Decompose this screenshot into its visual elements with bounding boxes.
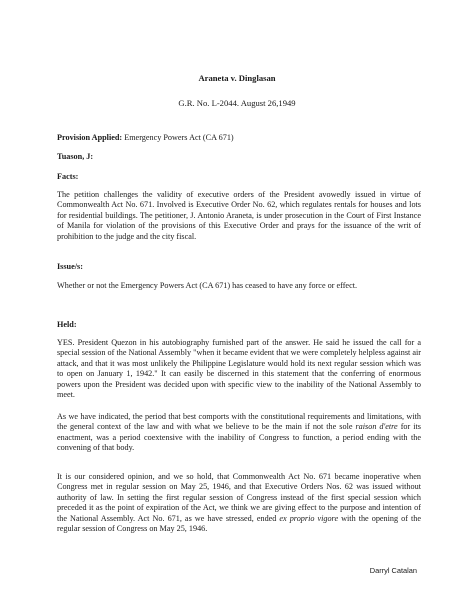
held-p3-italic: ex proprio vigore xyxy=(279,513,339,523)
provision-value: Emergency Powers Act (CA 671) xyxy=(124,133,234,142)
held-paragraph-2 xyxy=(57,412,421,454)
case-title: Araneta v. Dinglasan xyxy=(198,73,276,83)
case-number: G.R. No. L-2044. August 26,1949 xyxy=(178,98,296,108)
author-footer: Darryl Catalan xyxy=(369,566,417,575)
provision-line xyxy=(57,133,421,143)
facts-heading: Facts: xyxy=(57,172,79,181)
held-p3-text-a: It is our considered opinion, and we so hold, that Commonwealth Act No. 671 became inoperative when Congress met in regular session on May 25, 1946, and that Executive Orders Nos. 62 was issued without authority of law. In setting the first regular session of Congress instead of the first special session which preceded it as the point of expiration of the Act, we think we are giving effect to the purpose and intention of the National Assembly. Act No. 671, as we have stressed, ended xyxy=(57,472,421,523)
held-p2-text-b: for its enactment, was a period coextensive with the inability of Congress to function, a period ending with the convening of that body. xyxy=(57,422,421,453)
held-paragraph-3 xyxy=(57,472,421,534)
held-p2-italic: raison d'etre xyxy=(355,422,398,432)
held-heading: Held: xyxy=(57,320,77,329)
held-paragraph-1: YES. President Quezon in his autobiography furnished part of the answer. He said he issued the call for a special session of the National Assembly "when it became evident that we were completely helpless against air attack, and that it was most unlikely the Philippine Legislature would hold its next regular session which was to open on January 1, 1942." It can easily be discerned in this statement that the conferring of enormous powers upon the President was decided upon with specific view to the inability of the National Assembly to meet. xyxy=(57,338,421,400)
held-p2-text-a: As we have indicated, the period that best comports with the constitutional requirements and limitations, with the general context of the law and with what we believe to be the main if not the sole xyxy=(57,412,421,432)
provision-label: Provision Applied: xyxy=(57,133,123,142)
held-p3-text-b: with the opening of the regular session of Congress on May 25, 1946. xyxy=(57,513,421,534)
issue-heading: Issue/s: xyxy=(57,262,83,271)
issue-paragraph: Whether or not the Emergency Powers Act (CA 671) has ceased to have any force or effect. xyxy=(57,281,358,290)
facts-paragraph: The petition challenges the validity of executive orders of the President avowedly issued in virtue of Commonwealth Act No. 671. Involved is Executive Order No. 62, which regulates rentals for houses and lots for residential buildings. The petitioner, J. Antonio Araneta, is under prosecution in the Court of First Instance of Manila for violation of the provisions of this Executive Order and prays for the issuance of the writ of prohibition to the judge and the city fiscal. xyxy=(57,190,421,241)
ponente: Tuason, J: xyxy=(57,152,94,161)
